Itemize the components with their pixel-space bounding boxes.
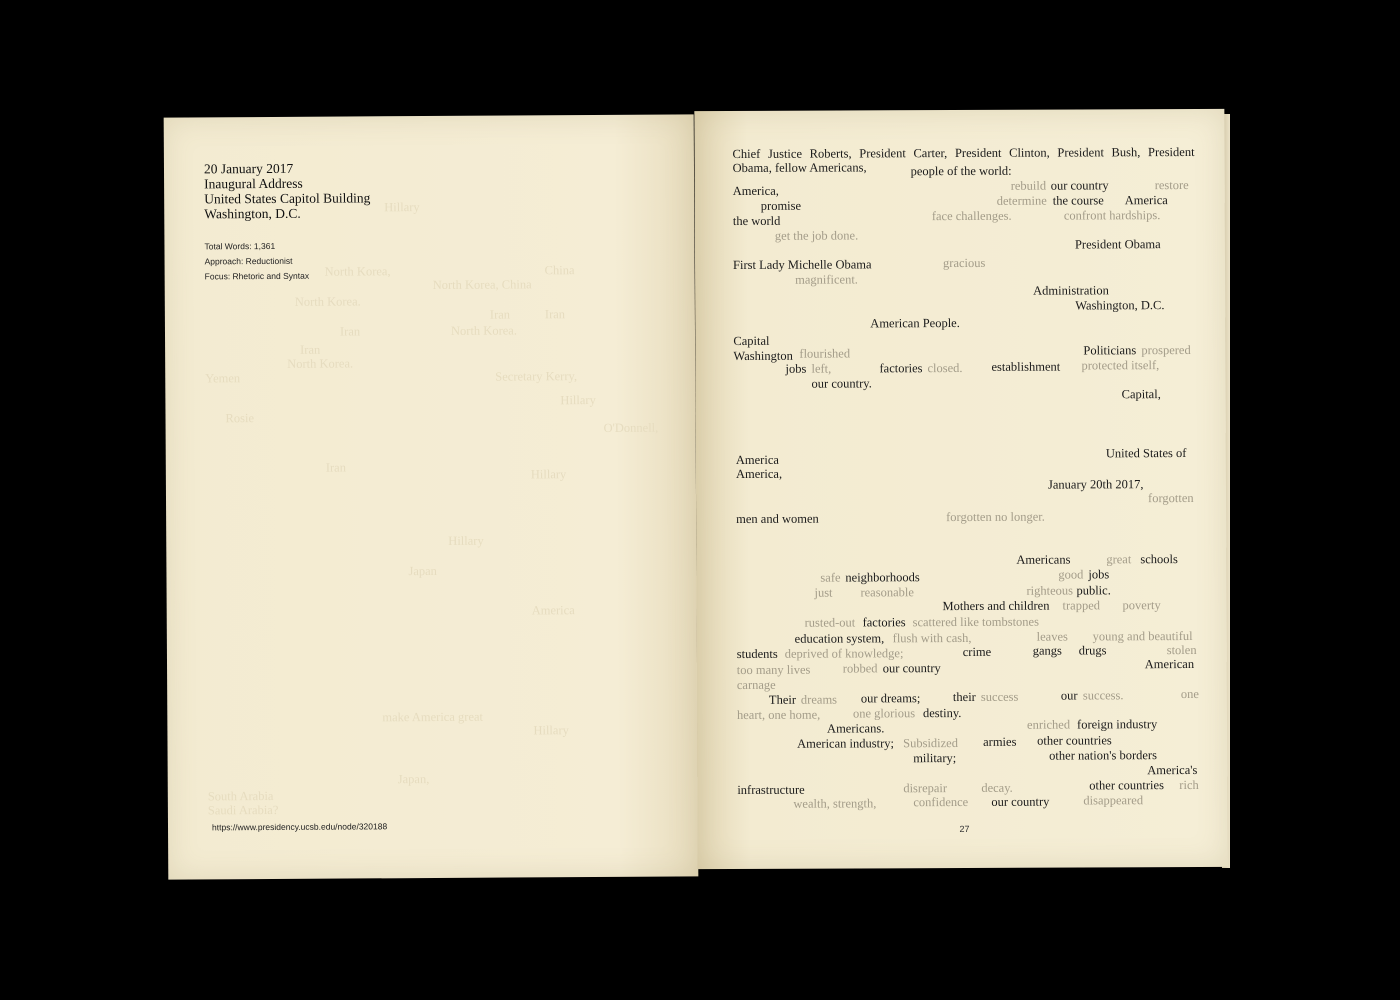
word: our country. [811, 376, 872, 391]
word: decay. [981, 780, 1013, 795]
left-page [164, 114, 699, 879]
word: our country [1050, 178, 1109, 193]
ghost-word: North Korea. [294, 294, 361, 309]
word: Their [768, 692, 797, 707]
ghost-word: Hillary [448, 533, 484, 548]
word: armies [983, 734, 1017, 749]
word: Mothers and children [942, 598, 1050, 614]
date-line: 20 January 2017 [203, 160, 294, 177]
word: education system, [794, 631, 885, 646]
word: students [736, 646, 778, 661]
word: America's [1147, 762, 1198, 778]
word: the world [732, 213, 781, 228]
word: the course [1052, 193, 1104, 208]
word: President Obama [1074, 237, 1161, 252]
word: other countries [1037, 733, 1112, 748]
word: leaves [1036, 629, 1068, 644]
word: safe [820, 570, 841, 585]
word: forgotten no longer. [946, 509, 1045, 525]
word: Administration [1033, 283, 1109, 298]
word: stolen [1166, 642, 1197, 658]
word: neighborhoods [845, 570, 920, 585]
word: prospered [1141, 342, 1191, 358]
word: First Lady Michelle Obama [732, 257, 872, 272]
ghost-word: Secretary Kerry, [495, 369, 578, 384]
word: success [980, 689, 1019, 704]
word: their [952, 689, 976, 705]
word: flourished [799, 346, 851, 361]
meta-approach: Approach: Reductionist [204, 255, 293, 267]
ghost-word: Iran [325, 460, 346, 475]
word: success. [1082, 688, 1124, 703]
word: United States of [1105, 446, 1187, 461]
word: infrastructure [737, 782, 805, 797]
word: America, [732, 183, 779, 198]
ghost-word: Hillary [530, 467, 567, 482]
ghost-word: Japan, [397, 772, 430, 787]
ghost-word: Iran [544, 307, 566, 322]
word: Americans [1016, 552, 1071, 567]
word: carnage [736, 677, 776, 692]
word: gracious [942, 255, 986, 271]
venue-line: United States Capitol Building [204, 190, 371, 207]
word: our country [991, 794, 1050, 809]
opening-tail: people of the world: [910, 163, 1012, 179]
document-meta [204, 239, 309, 285]
ghost-word: North Korea, [324, 264, 391, 279]
word: promise [760, 198, 802, 213]
word: jobs [785, 361, 807, 376]
ghost-word: North Korea. [287, 356, 354, 371]
word: confront hardships. [1063, 208, 1161, 223]
ghost-word: Hillary [384, 200, 420, 215]
ghost-word: Hillary [560, 392, 596, 408]
meta-focus: Focus: Rhetoric and Syntax [204, 270, 310, 282]
ghost-word: Yemen [205, 371, 241, 386]
ghost-word: America [531, 603, 575, 618]
word: wealth, strength, [793, 796, 877, 811]
ghost-word: Iran [489, 307, 511, 322]
word: destiny. [922, 706, 962, 721]
word: good [1058, 567, 1084, 582]
ghost-word: South Arabia [207, 788, 274, 804]
ghost-word: Iran [339, 324, 361, 339]
word: Politicians [1083, 343, 1137, 358]
word: Washington [733, 348, 793, 363]
word: crime [962, 644, 992, 659]
word: confidence [913, 794, 969, 810]
word: America [735, 452, 779, 467]
word: Washington, D.C. [1075, 298, 1165, 313]
word: face challenges. [931, 208, 1012, 224]
word: reasonable [860, 585, 914, 600]
word: dreams [800, 692, 838, 707]
word: protected itself, [1081, 358, 1160, 373]
word: enriched [1026, 717, 1071, 732]
word: too many lives [736, 662, 811, 677]
word: scattered like tombstones [912, 614, 1039, 630]
meta-total-words: Total Words: 1,361 [204, 240, 276, 252]
word: one glorious [852, 706, 916, 721]
word: American [1144, 656, 1195, 672]
word: our dreams; [860, 691, 921, 706]
word: get the job done. [774, 228, 859, 243]
word: foreign industry [1076, 717, 1158, 732]
word: jobs [1088, 567, 1110, 582]
ghost-word: Iran [300, 342, 321, 357]
word: our [1060, 688, 1078, 703]
word: factories [862, 615, 906, 630]
ghost-word: North Korea. [450, 323, 517, 338]
opening-line: Chief Justice Roberts, President Carter, President Clinton, President Bush, President Obama, fellow Americans, [732, 144, 1195, 175]
page-number: 27 [959, 823, 970, 835]
ghost-word: China [544, 263, 575, 278]
word: January 20th 2017, [1047, 477, 1144, 492]
word: men and women [736, 511, 819, 526]
word: rebuild [1010, 178, 1047, 193]
word: forgotten [1148, 490, 1194, 506]
source-url: https://www.presidency.ucsb.edu/node/320188 [211, 821, 388, 833]
word: schools [1140, 552, 1178, 567]
ghost-word: North Korea, China [432, 277, 532, 292]
word: our country [882, 661, 941, 676]
word: factories [879, 361, 923, 376]
word: other nation's borders [1049, 748, 1157, 763]
word: gangs [1032, 643, 1062, 658]
word: heart, one home, [736, 707, 821, 722]
word: left, [811, 361, 832, 376]
word: drugs [1078, 643, 1107, 658]
ghost-word: Japan [408, 563, 437, 579]
title-line: Inaugural Address [204, 175, 303, 192]
word: American industry; [797, 736, 894, 751]
word: American People. [870, 316, 960, 331]
word: Capital [733, 333, 770, 348]
word: public. [1076, 583, 1111, 598]
word: magnificent. [795, 272, 858, 287]
ghost-word: Rosie [225, 411, 255, 426]
word: righteous [1026, 583, 1074, 598]
word: disrepair [903, 781, 948, 796]
word: just [814, 585, 833, 600]
ghost-word: Saudi Arabia? [207, 802, 279, 818]
word: closed. [927, 360, 963, 376]
word: young and beautiful [1092, 628, 1193, 644]
word: America [1124, 193, 1168, 208]
word: great [1106, 552, 1132, 567]
word: establishment [991, 359, 1061, 374]
right-page [694, 109, 1227, 869]
word: deprived of knowledge; [784, 646, 904, 661]
word: disappeared [1083, 793, 1144, 808]
word: Americans. [827, 721, 885, 736]
word: one [1180, 686, 1199, 702]
word: determine [996, 193, 1047, 208]
word: Capital, [1121, 387, 1161, 402]
word: robbed [842, 661, 878, 676]
word: poverty [1122, 598, 1161, 613]
word: flush with cash, [892, 630, 972, 646]
word: other countries [1089, 778, 1164, 793]
city-line: Washington, D.C. [204, 205, 301, 222]
word: Subsidized [903, 736, 958, 751]
ghost-word: make America great [382, 709, 484, 725]
ghost-word: O'Donnell, [603, 420, 659, 435]
word: America, [735, 466, 783, 481]
ghost-word: Hillary [533, 723, 569, 738]
word: trapped [1062, 598, 1101, 613]
word: rusted-out [804, 615, 856, 630]
word: restore [1154, 178, 1189, 193]
word: military; [913, 751, 957, 766]
document-header [204, 160, 370, 221]
word: rich [1179, 777, 1199, 793]
